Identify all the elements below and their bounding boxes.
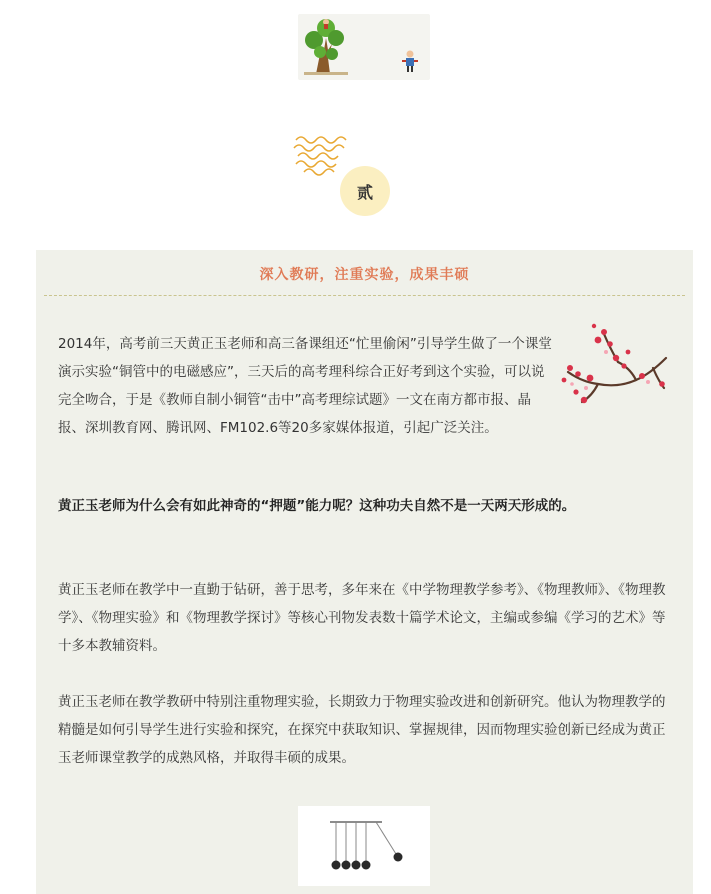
content-card (36, 250, 693, 894)
newtons-cradle-illustration (298, 806, 430, 886)
section-number: 贰 (356, 182, 373, 202)
paragraph-3: 黄正玉老师在教学中一直勤于钻研，善于思考，多年来在《中学物理教学参考》、《物理教师》、《物理教学》、《物理实验》和《物理教学探讨》等核心刊物发表数十篇学术论文，主编或参编《学习的艺术》等十多本教辅资料。 (58, 582, 666, 654)
title-divider (44, 295, 685, 296)
section-title: 深入教研，注重实验，成果丰硕 (259, 267, 470, 283)
paragraph-1 (58, 330, 674, 442)
plum-blossom-branch (558, 318, 674, 416)
section-number-badge (340, 166, 390, 216)
wave-lines-decoration (290, 128, 360, 176)
paragraph-1-text: 2014年，高考前三天黄正玉老师和高三备课组还“忙里偷闲”引导学生做了一个课堂演示实验“铜管中的电磁感应”，三天后的高考理科综合正好考到这个实验，可以说完全吻合，于是《教师自制小铜管“击中”高考理综试题》一文在南方都市报、晶报、深圳教育网、腾讯网、FM102.6等20多家媒体报道，引起广泛关注。 (58, 336, 552, 436)
cartoon-tree-illustration (298, 14, 430, 80)
paragraph-2: 黄正玉老师为什么会有如此神奇的“押题”能力呢？这种功夫自然不是一天两天形成的。 (58, 498, 576, 514)
paragraph-4: 黄正玉老师在教学教研中特别注重物理实验，长期致力于物理实验改进和创新研究。他认为物理教学的精髓是如何引导学生进行实验和探究，在探究中获取知识、掌握规律，因而物理实验创新已经成为黄正玉老师课堂教学的成熟风格，并取得丰硕的成果。 (58, 694, 666, 766)
